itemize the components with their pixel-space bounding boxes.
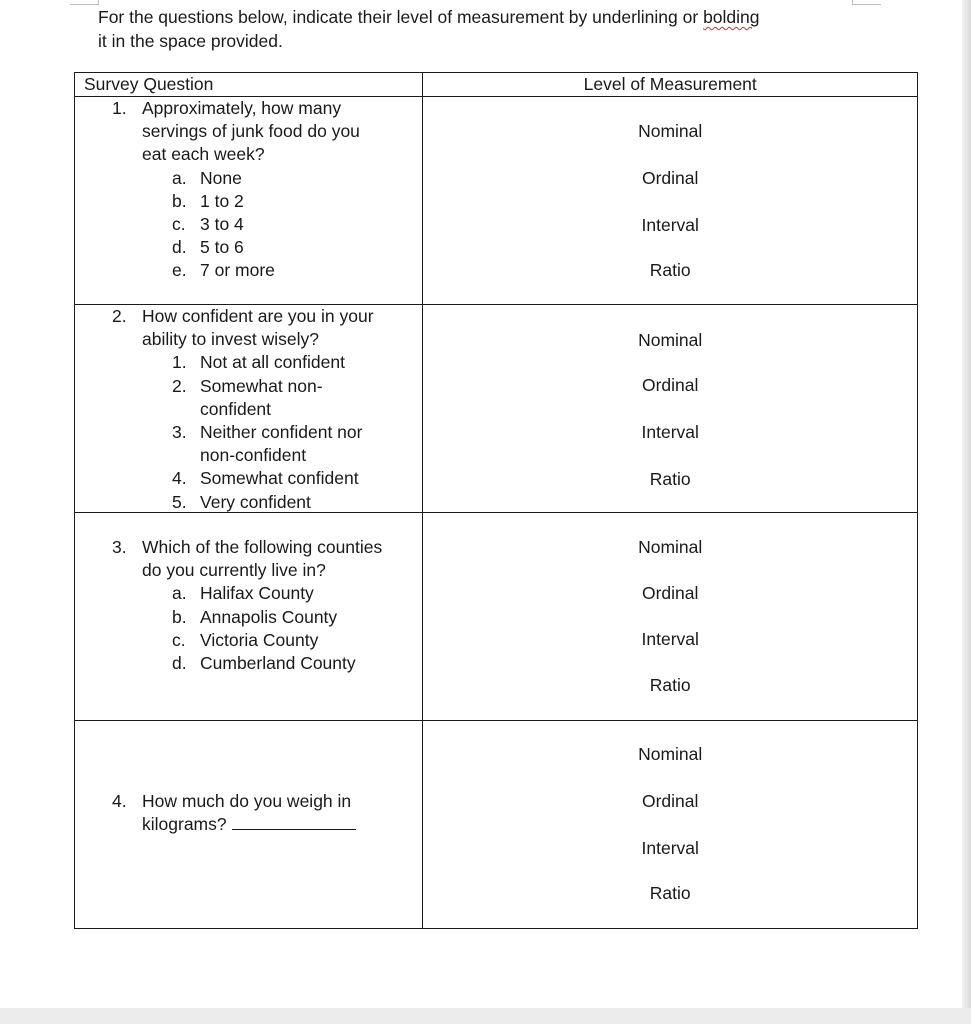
- level-option-ordinal[interactable]: Ordinal: [641, 583, 699, 603]
- instructions-paragraph: [98, 5, 858, 53]
- answer-blank-line[interactable]: [232, 814, 356, 830]
- option-text: 5 to 6: [200, 237, 244, 258]
- option-marker: 3.: [172, 422, 187, 443]
- question-number: 1.: [112, 98, 127, 118]
- instructions-line2: it in the space provided.: [98, 31, 283, 51]
- option-text: None: [200, 167, 242, 188]
- level-option-ratio[interactable]: Ratio: [649, 469, 691, 489]
- question-cell-4[interactable]: [75, 721, 423, 929]
- level-option-nominal[interactable]: Nominal: [638, 744, 703, 764]
- option-text-continued: confident: [200, 398, 272, 419]
- table-header-row: [75, 73, 918, 97]
- spellcheck-flagged-word[interactable]: bolding: [703, 7, 760, 27]
- option-text: Very confident: [200, 491, 311, 512]
- question-cell-3[interactable]: [75, 513, 423, 721]
- option-marker: 4.: [172, 468, 187, 489]
- question-number: 3.: [112, 537, 127, 557]
- level-option-ordinal[interactable]: Ordinal: [641, 791, 699, 811]
- level-option-nominal[interactable]: Nominal: [638, 537, 703, 557]
- option-marker: 1.: [172, 352, 187, 373]
- question-text: How confident are you in your: [142, 306, 374, 326]
- level-cell-4: [423, 721, 918, 929]
- question-text: do you currently live in?: [142, 560, 326, 581]
- page-bottom-margin: [0, 1008, 971, 1024]
- option-marker: c.: [172, 629, 186, 650]
- question-text: How much do you weigh in: [142, 791, 352, 811]
- table-row: [75, 513, 918, 721]
- option-text: Somewhat non-: [200, 375, 323, 396]
- option-marker: 2.: [172, 375, 187, 396]
- question-cell-1[interactable]: [75, 97, 423, 305]
- option-marker: a.: [172, 583, 187, 604]
- level-option-ratio[interactable]: Ratio: [649, 675, 691, 695]
- survey-table: [74, 72, 918, 929]
- option-text: 1 to 2: [200, 190, 244, 211]
- option-text: Halifax County: [200, 583, 314, 604]
- question-text: Which of the following counties: [142, 537, 383, 557]
- table-row: [75, 305, 918, 513]
- table-row: [75, 97, 918, 305]
- header-survey-question: Survey Question: [75, 73, 423, 97]
- question-text: Approximately, how many: [142, 98, 342, 118]
- level-option-nominal[interactable]: Nominal: [638, 121, 703, 141]
- level-option-ratio[interactable]: Ratio: [649, 883, 691, 903]
- option-marker: d.: [172, 237, 187, 258]
- header-level-of-measurement: Level of Measurement: [423, 73, 918, 97]
- question-text: eat each week?: [142, 144, 265, 165]
- level-option-ratio[interactable]: Ratio: [649, 260, 691, 280]
- option-text: Victoria County: [200, 629, 319, 650]
- question-number: 2.: [112, 306, 127, 326]
- level-option-ordinal[interactable]: Ordinal: [641, 375, 699, 395]
- option-marker: b.: [172, 190, 187, 211]
- question-cell-2[interactable]: [75, 305, 423, 513]
- level-option-ordinal[interactable]: Ordinal: [641, 168, 699, 188]
- option-text: Somewhat confident: [200, 468, 359, 489]
- option-marker: e.: [172, 260, 187, 281]
- level-option-interval[interactable]: Interval: [641, 838, 699, 858]
- option-text: Annapolis County: [200, 606, 338, 627]
- option-text: Not at all confident: [200, 352, 345, 373]
- question-text: ability to invest wisely?: [142, 329, 320, 350]
- level-cell-3: [423, 513, 918, 721]
- level-option-interval[interactable]: Interval: [641, 215, 699, 235]
- option-text-continued: non-confident: [200, 445, 307, 466]
- level-option-interval[interactable]: Interval: [641, 422, 699, 442]
- option-text: Neither confident nor: [200, 422, 363, 443]
- margin-corner-mark-left: [70, 0, 99, 5]
- table-row: [75, 721, 918, 929]
- question-text: kilograms?: [142, 814, 227, 835]
- option-text: Cumberland County: [200, 653, 356, 674]
- level-option-nominal[interactable]: Nominal: [638, 330, 703, 350]
- option-marker: d.: [172, 653, 187, 674]
- question-number: 4.: [112, 791, 127, 811]
- page-edge-shadow: [962, 0, 971, 1008]
- option-marker: c.: [172, 214, 186, 235]
- level-cell-2: [423, 305, 918, 513]
- option-marker: a.: [172, 167, 187, 188]
- level-cell-1: [423, 97, 918, 305]
- instructions-line1: For the questions below, indicate their level of measurement by underlining or: [98, 7, 704, 27]
- level-option-interval[interactable]: Interval: [641, 629, 699, 649]
- option-marker: b.: [172, 606, 187, 627]
- option-marker: 5.: [172, 491, 187, 512]
- question-text: servings of junk food do you: [142, 121, 360, 142]
- option-text: 7 or more: [200, 260, 275, 281]
- option-text: 3 to 4: [200, 214, 244, 235]
